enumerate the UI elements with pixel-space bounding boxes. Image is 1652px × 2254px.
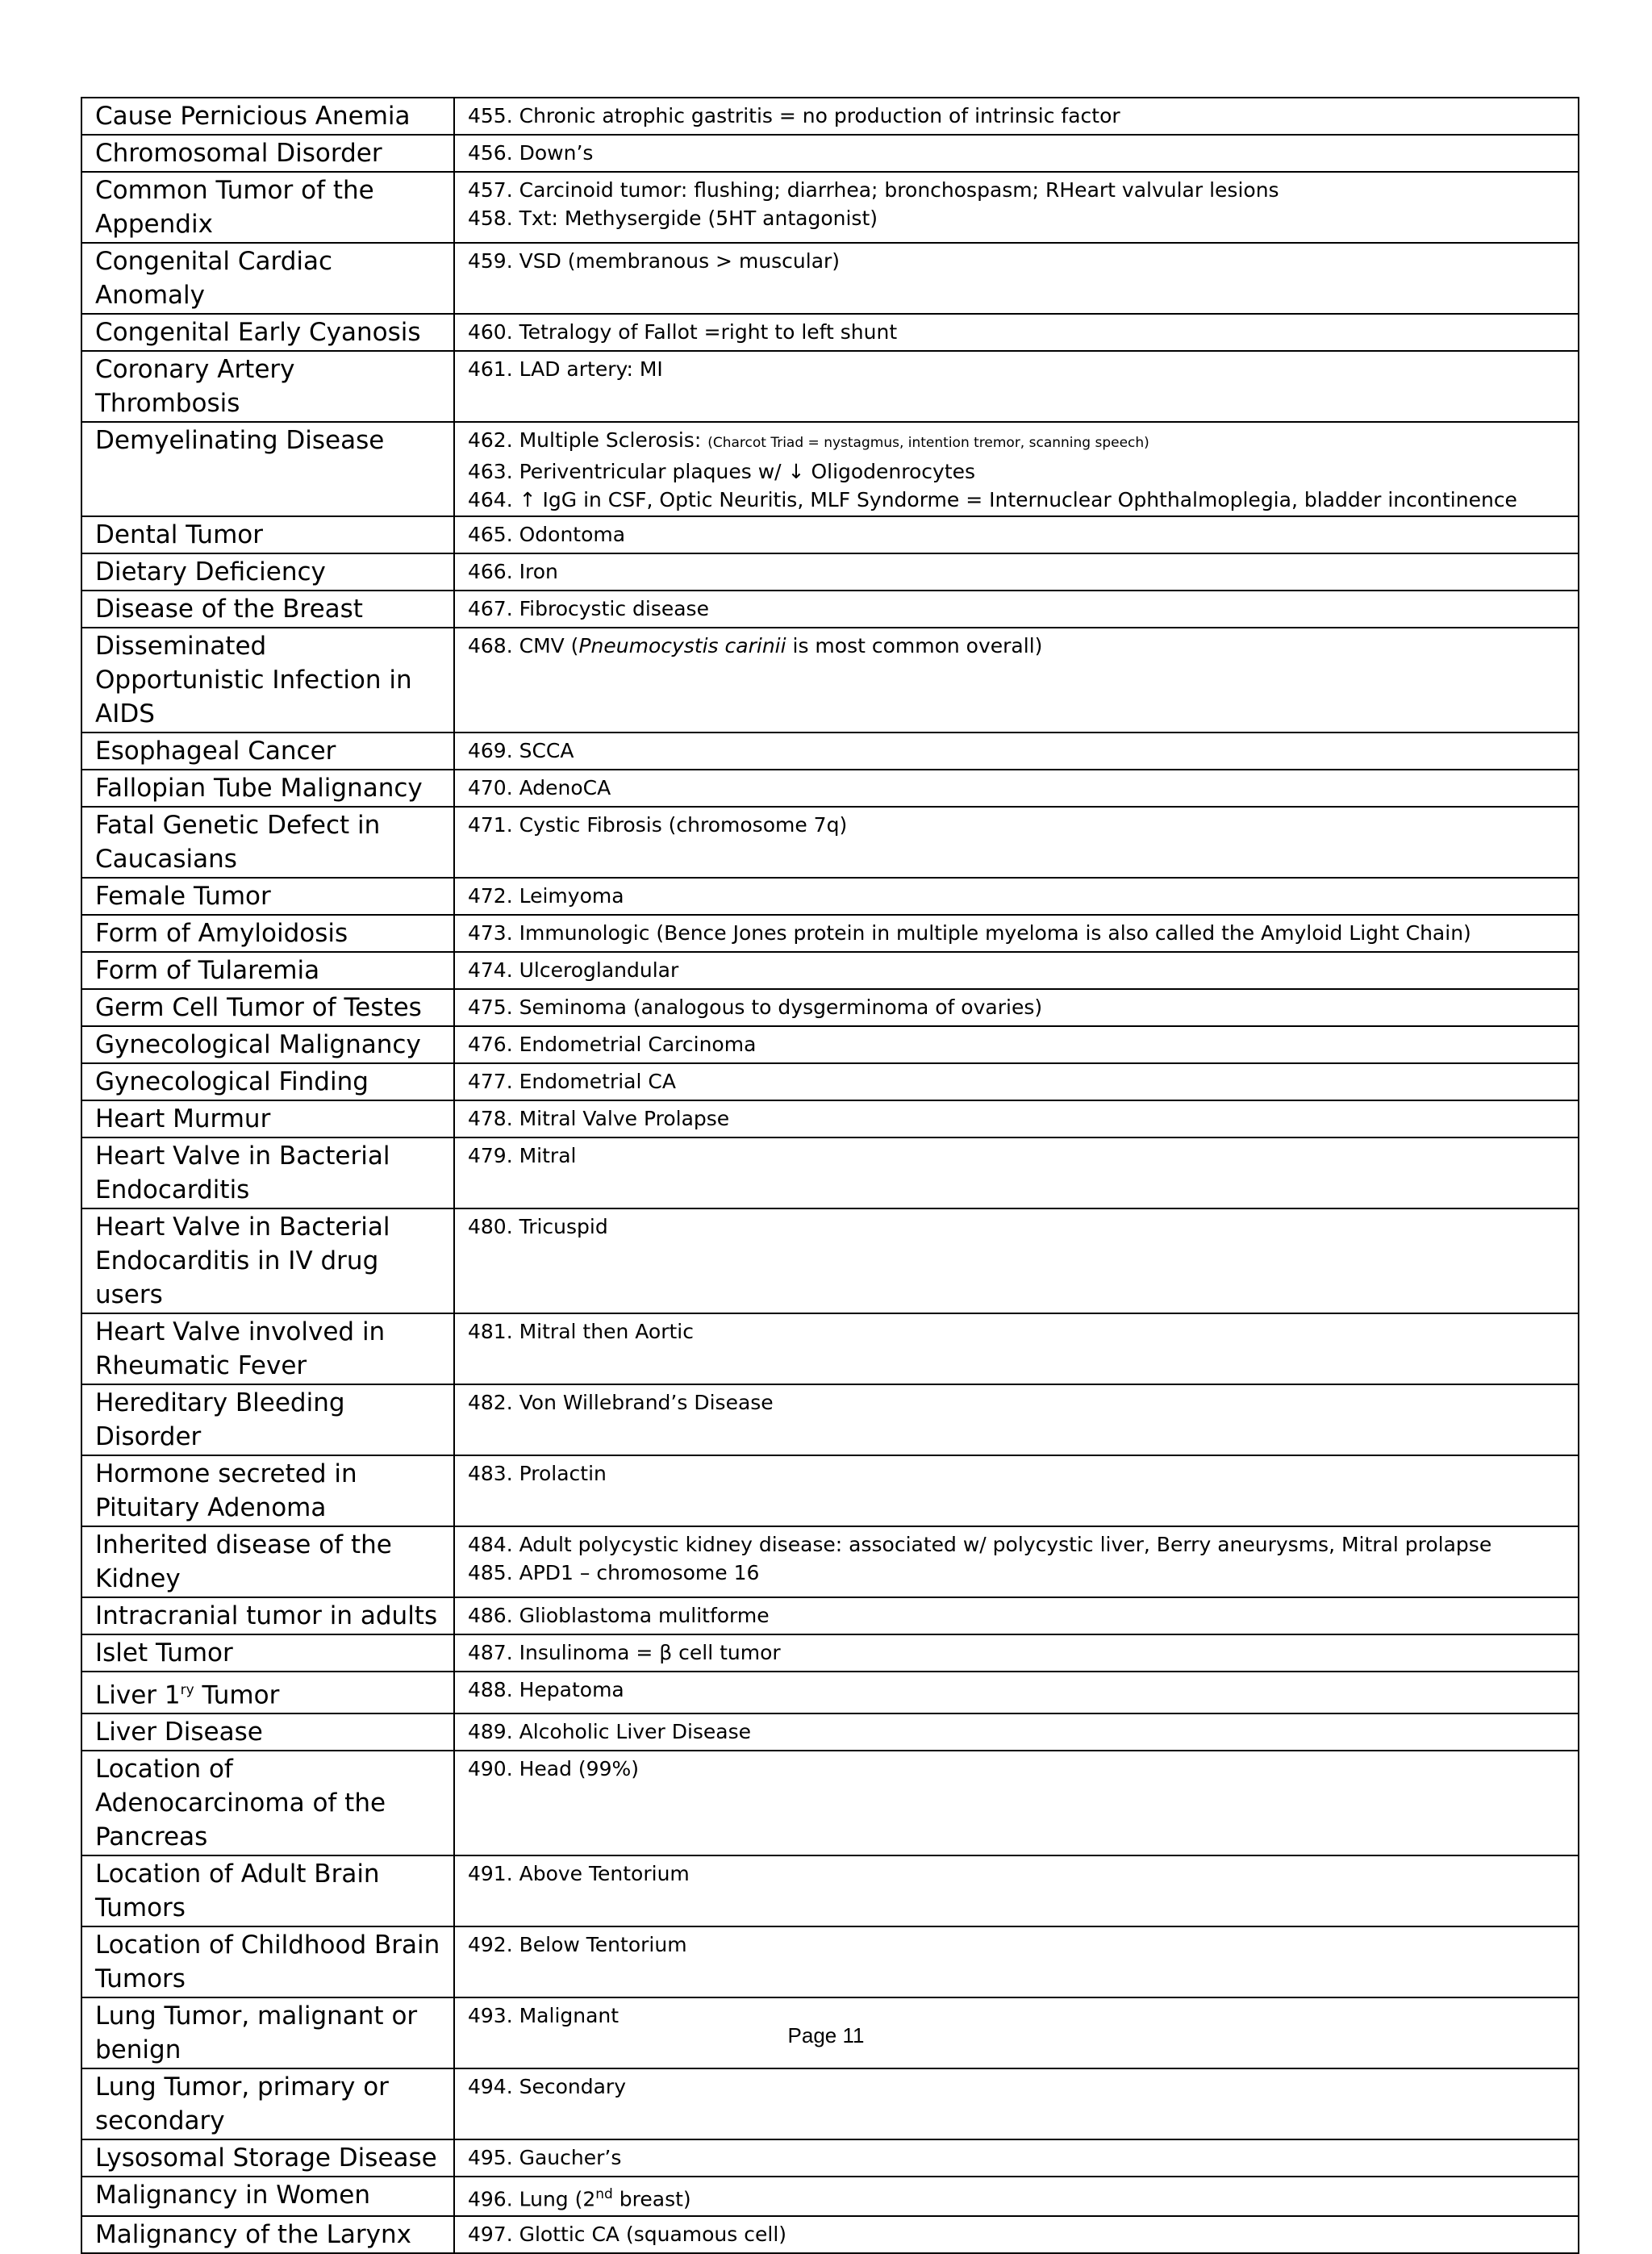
table-row bbox=[81, 770, 1579, 807]
answer-line: 464. ↑ IgG in CSF, Optic Neuritis, MLF Syndorme = Internuclear Ophthalmoplegia, bladder incontinence bbox=[468, 488, 1517, 511]
table-row bbox=[81, 2068, 1579, 2139]
answer-cell bbox=[454, 1208, 1579, 1313]
answer-line: 486. Glioblastoma mulitforme bbox=[468, 1604, 770, 1627]
answer-cell bbox=[454, 1926, 1579, 1997]
term-cell: Disease of the Breast bbox=[81, 591, 454, 628]
answer-line: 469. SCCA bbox=[468, 739, 574, 762]
table-row bbox=[81, 243, 1579, 314]
term-cell: Location of Adult Brain Tumors bbox=[81, 1855, 454, 1926]
term-cell: Location of Adenocarcinoma of the Pancreas bbox=[81, 1751, 454, 1855]
answer-cell bbox=[454, 243, 1579, 314]
term-cell: Malignancy of the Larynx bbox=[81, 2216, 454, 2253]
table-row bbox=[81, 591, 1579, 628]
table-row bbox=[81, 422, 1579, 516]
answer-line: 483. Prolactin bbox=[468, 1462, 607, 1485]
answer-cell bbox=[454, 1313, 1579, 1384]
term-cell: Congenital Cardiac Anomaly bbox=[81, 243, 454, 314]
answer-line bbox=[468, 632, 1565, 660]
answer-line: 489. Alcoholic Liver Disease bbox=[468, 1720, 752, 1744]
answer-line: 491. Above Tentorium bbox=[468, 1862, 690, 1886]
term-cell: Chromosomal Disorder bbox=[81, 135, 454, 172]
answer-line: 480. Tricuspid bbox=[468, 1215, 608, 1238]
term-cell: Dietary Deficiency bbox=[81, 553, 454, 591]
answer-line: 460. Tetralogy of Fallot =right to left shunt bbox=[468, 320, 898, 344]
answer-line: 497. Glottic CA (squamous cell) bbox=[468, 2222, 787, 2246]
table-row bbox=[81, 733, 1579, 770]
table-row bbox=[81, 1526, 1579, 1597]
answer-cell bbox=[454, 98, 1579, 135]
term-cell: Gynecological Malignancy bbox=[81, 1026, 454, 1063]
answer-cell bbox=[454, 1384, 1579, 1455]
answer-text: 468. CMV ( bbox=[468, 634, 579, 657]
answer-line: 461. LAD artery: MI bbox=[468, 357, 663, 381]
table-row bbox=[81, 1100, 1579, 1137]
table-row bbox=[81, 553, 1579, 591]
term-cell: Hormone secreted in Pituitary Adenoma bbox=[81, 1455, 454, 1526]
answer-cell bbox=[454, 553, 1579, 591]
table-row bbox=[81, 1597, 1579, 1634]
answer-cell bbox=[454, 915, 1579, 952]
answer-line: 494. Secondary bbox=[468, 2075, 627, 2099]
table-row bbox=[81, 807, 1579, 878]
term-cell: Lysosomal Storage Disease bbox=[81, 2139, 454, 2177]
answer-line: 463. Periventricular plaques w/ ↓ Oligodenrocytes bbox=[468, 460, 976, 483]
term-cell: Islet Tumor bbox=[81, 1634, 454, 1672]
answer-line: 488. Hepatoma bbox=[468, 1678, 624, 1701]
term-cell: Germ Cell Tumor of Testes bbox=[81, 989, 454, 1026]
table-row bbox=[81, 915, 1579, 952]
answer-line: 476. Endometrial Carcinoma bbox=[468, 1033, 757, 1056]
reference-table bbox=[81, 97, 1579, 2254]
answer-line: 475. Seminoma (analogous to dysgerminoma of ovaries) bbox=[468, 996, 1043, 1019]
answer-cell bbox=[454, 1100, 1579, 1137]
table-row bbox=[81, 1208, 1579, 1313]
table-row bbox=[81, 2177, 1579, 2215]
term-text: Tumor bbox=[194, 1680, 280, 1710]
term-cell: Common Tumor of the Appendix bbox=[81, 172, 454, 243]
table-row bbox=[81, 314, 1579, 351]
answer-cell bbox=[454, 1713, 1579, 1751]
answer-line: 472. Leimyoma bbox=[468, 884, 624, 908]
table-row bbox=[81, 98, 1579, 135]
answer-cell bbox=[454, 770, 1579, 807]
table-row bbox=[81, 351, 1579, 422]
answer-line: 459. VSD (membranous > muscular) bbox=[468, 249, 841, 273]
answer-line: 481. Mitral then Aortic bbox=[468, 1320, 694, 1343]
answer-line: 471. Cystic Fibrosis (chromosome 7q) bbox=[468, 813, 848, 837]
term-cell: Hereditary Bleeding Disorder bbox=[81, 1384, 454, 1455]
term-cell: Gynecological Finding bbox=[81, 1063, 454, 1100]
answer-cell bbox=[454, 2216, 1579, 2253]
answer-line: 465. Odontoma bbox=[468, 523, 626, 546]
answer-line: 466. Iron bbox=[468, 560, 558, 583]
term-cell: Esophageal Cancer bbox=[81, 733, 454, 770]
table-row bbox=[81, 1026, 1579, 1063]
answer-line: 470. AdenoCA bbox=[468, 776, 611, 799]
page-number: Page 11 bbox=[787, 2023, 865, 2047]
answer-line: 455. Chronic atrophic gastritis = no production of intrinsic factor bbox=[468, 104, 1120, 127]
table-body bbox=[81, 98, 1579, 2253]
table-row bbox=[81, 1313, 1579, 1384]
answer-cell bbox=[454, 1455, 1579, 1526]
answer-cell bbox=[454, 878, 1579, 915]
answer-cell bbox=[454, 1137, 1579, 1208]
table-row bbox=[81, 1063, 1579, 1100]
term-cell: Lung Tumor, primary or secondary bbox=[81, 2068, 454, 2139]
answer-line: 478. Mitral Valve Prolapse bbox=[468, 1107, 730, 1130]
answer-text: breast) bbox=[612, 2187, 691, 2211]
answer-line: 495. Gaucher’s bbox=[468, 2146, 622, 2170]
term-cell: Demyelinating Disease bbox=[81, 422, 454, 516]
term-cell: Coronary Artery Thrombosis bbox=[81, 351, 454, 422]
table-row bbox=[81, 1751, 1579, 1855]
answer-line: 473. Immunologic (Bence Jones protein in multiple myeloma is also called the Amyloid Light Chain) bbox=[468, 921, 1471, 945]
answer-line: 456. Down’s bbox=[468, 141, 594, 165]
term-cell: Malignancy in Women bbox=[81, 2177, 454, 2215]
term-cell: Fallopian Tube Malignancy bbox=[81, 770, 454, 807]
answer-cell bbox=[454, 2068, 1579, 2139]
answer-cell bbox=[454, 172, 1579, 243]
term-text: Liver 1 bbox=[95, 1680, 181, 1710]
table-row bbox=[81, 516, 1579, 553]
table-row bbox=[81, 135, 1579, 172]
answer-line: 474. Ulceroglandular bbox=[468, 958, 679, 982]
answer-cell bbox=[454, 1751, 1579, 1855]
answer-line bbox=[468, 426, 1565, 457]
answer-cell bbox=[454, 1634, 1579, 1672]
answer-line: 458. Txt: Methysergide (5HT antagonist) bbox=[468, 207, 878, 230]
answer-line: 467. Fibrocystic disease bbox=[468, 597, 709, 620]
table-row bbox=[81, 628, 1579, 733]
answer-line: 457. Carcinoid tumor: flushing; diarrhea; bronchospasm; RHeart valvular lesions bbox=[468, 178, 1279, 202]
term-cell: Form of Amyloidosis bbox=[81, 915, 454, 952]
term-cell: Liver Disease bbox=[81, 1713, 454, 1751]
term-cell: Congenital Early Cyanosis bbox=[81, 314, 454, 351]
table-row bbox=[81, 1855, 1579, 1926]
answer-cell bbox=[454, 628, 1579, 733]
term-cell: Heart Valve in Bacterial Endocarditis bbox=[81, 1137, 454, 1208]
answer-cell bbox=[454, 733, 1579, 770]
table-row bbox=[81, 2216, 1579, 2253]
table-row bbox=[81, 1384, 1579, 1455]
term-cell: Dental Tumor bbox=[81, 516, 454, 553]
answer-cell bbox=[454, 989, 1579, 1026]
answer-cell bbox=[454, 1526, 1579, 1597]
term-cell: Fatal Genetic Defect in Caucasians bbox=[81, 807, 454, 878]
table-row bbox=[81, 1455, 1579, 1526]
table-row bbox=[81, 1634, 1579, 1672]
term-cell: Intracranial tumor in adults bbox=[81, 1597, 454, 1634]
answer-text: 496. Lung (2 bbox=[468, 2187, 596, 2211]
answer-text: 462. Multiple Sclerosis: bbox=[468, 428, 708, 452]
answer-cell bbox=[454, 807, 1579, 878]
answer-line: 487. Insulinoma = β cell tumor bbox=[468, 1641, 781, 1664]
table-row bbox=[81, 2139, 1579, 2177]
term-cell: Form of Tularemia bbox=[81, 952, 454, 989]
term-cell: Heart Valve involved in Rheumatic Fever bbox=[81, 1313, 454, 1384]
answer-line bbox=[468, 2181, 1565, 2213]
answer-cell bbox=[454, 2177, 1579, 2215]
term-cell: Inherited disease of the Kidney bbox=[81, 1526, 454, 1597]
term-cell: Heart Valve in Bacterial Endocarditis in IV drug users bbox=[81, 1208, 454, 1313]
reference-table-container bbox=[81, 97, 1578, 2254]
answer-cell bbox=[454, 351, 1579, 422]
table-row bbox=[81, 1672, 1579, 1713]
table-row bbox=[81, 172, 1579, 243]
answer-line: 493. Malignant bbox=[468, 2004, 620, 2028]
answer-cell bbox=[454, 314, 1579, 351]
table-row bbox=[81, 1137, 1579, 1208]
term-cell: Heart Murmur bbox=[81, 1100, 454, 1137]
answer-line: 477. Endometrial CA bbox=[468, 1070, 676, 1093]
answer-cell bbox=[454, 1026, 1579, 1063]
term-cell: Cause Pernicious Anemia bbox=[81, 98, 454, 135]
answer-line: 490. Head (99%) bbox=[468, 1757, 639, 1781]
answer-cell bbox=[454, 2139, 1579, 2177]
table-row bbox=[81, 1713, 1579, 1751]
answer-cell bbox=[454, 1855, 1579, 1926]
answer-cell bbox=[454, 1672, 1579, 1713]
table-row bbox=[81, 952, 1579, 989]
answer-superscript: nd bbox=[595, 2186, 613, 2203]
answer-cell bbox=[454, 135, 1579, 172]
answer-italic-text: Pneumocystis carinii bbox=[578, 634, 786, 657]
answer-cell bbox=[454, 516, 1579, 553]
term-superscript: ry bbox=[180, 1682, 194, 1698]
answer-line: 492. Below Tentorium bbox=[468, 1933, 687, 1957]
term-cell: Location of Childhood Brain Tumors bbox=[81, 1926, 454, 1997]
table-row bbox=[81, 878, 1579, 915]
answer-cell bbox=[454, 952, 1579, 989]
table-row bbox=[81, 1926, 1579, 1997]
answer-text: is most common overall) bbox=[786, 634, 1043, 657]
term-cell: Lung Tumor, malignant or benign bbox=[81, 1997, 454, 2068]
answer-cell bbox=[454, 591, 1579, 628]
answer-line: 485. APD1 – chromosome 16 bbox=[468, 1561, 760, 1584]
answer-cell bbox=[454, 1597, 1579, 1634]
answer-line: 479. Mitral bbox=[468, 1144, 577, 1167]
term-cell: Disseminated Opportunistic Infection in AIDS bbox=[81, 628, 454, 733]
answer-line: 484. Adult polycystic kidney disease: associated w/ polycystic liver, Berry aneurysms, Mitral prolapse bbox=[468, 1533, 1492, 1556]
term-cell bbox=[81, 1672, 454, 1713]
term-cell: Female Tumor bbox=[81, 878, 454, 915]
answer-cell bbox=[454, 1063, 1579, 1100]
answer-note: (Charcot Triad = nystagmus, intention tremor, scanning speech) bbox=[707, 435, 1149, 451]
answer-cell bbox=[454, 422, 1579, 516]
answer-line: 482. Von Willebrand’s Disease bbox=[468, 1391, 774, 1414]
table-row bbox=[81, 989, 1579, 1026]
